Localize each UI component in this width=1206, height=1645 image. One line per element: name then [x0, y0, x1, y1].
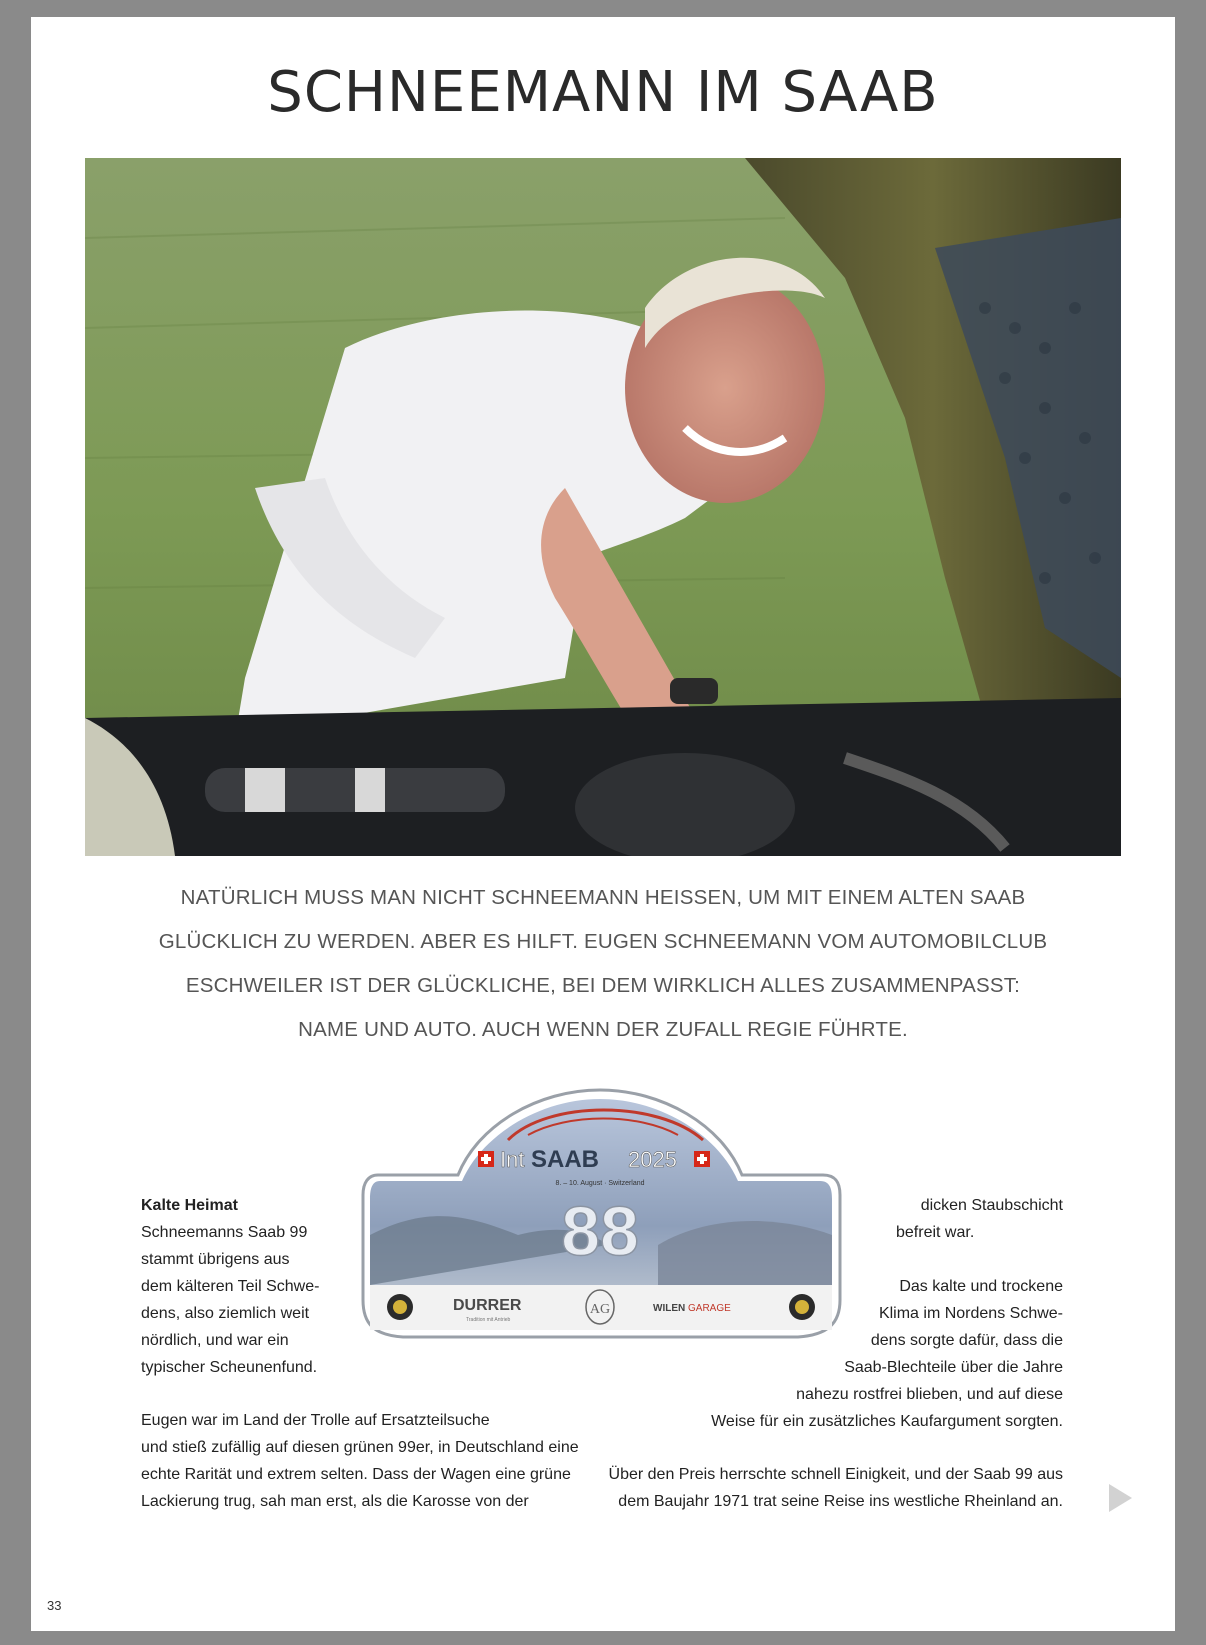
left-para2-line: Eugen war im Land der Trolle auf Ersatzteilsuche	[141, 1412, 490, 1429]
plate-brand-saab: SAAB	[531, 1146, 600, 1173]
plate-sponsor-durrer-sub: Tradition mit Antrieb	[466, 1317, 511, 1323]
left-para2-line: Lackierung trug, sah man erst, als die Karosse von der	[141, 1493, 529, 1510]
right-line: nahezu rostfrei blieben, und auf diese	[796, 1386, 1063, 1403]
right-line: Weise für ein zusätzliches Kaufargument sorgten.	[711, 1413, 1063, 1430]
left-line: dem kälteren Teil Schwe-	[141, 1278, 320, 1295]
left-line: dens, also ziemlich weit	[141, 1305, 310, 1322]
right-line: dicken Staubschicht	[920, 1197, 1063, 1214]
right-line: Das kalte und trockene	[899, 1278, 1063, 1295]
plate-sponsor-wilen: WILEN	[653, 1303, 686, 1314]
plate-brand-int: Int	[500, 1147, 525, 1172]
left-para2-line: echte Rarität und extrem selten. Dass der Wagen eine grüne	[141, 1466, 571, 1483]
rally-plate-graphic	[358, 1085, 843, 1350]
plate-sponsor-durrer: DURRER	[453, 1297, 522, 1314]
right-line: Saab-Blechteile über die Jahre	[844, 1359, 1063, 1376]
plate-dates: 8. – 10. August · Switzerland	[555, 1180, 645, 1187]
lead-line: NAME UND AUTO. AUCH WENN DER ZUFALL REGIE FÜHRTE.	[298, 1018, 908, 1041]
lead-line: ESCHWEILER IST DER GLÜCKLICHE, BEI DEM WIRKLICH ALLES ZUSAMMENPASST:	[185, 974, 1021, 997]
rally-plate-image	[358, 1085, 843, 1350]
left-para2-line: und stieß zufällig auf diesen grünen 99er, in Deutschland eine	[141, 1439, 579, 1456]
lead-line: GLÜCKLICH ZU WERDEN. ABER ES HILFT. EUGEN SCHNEEMANN VOM AUTOMOBILCLUB	[158, 930, 1048, 953]
right-line: dens sorgte dafür, dass die	[870, 1332, 1063, 1349]
plate-sponsor-garage: GARAGE	[688, 1303, 731, 1314]
page-number: 33	[47, 1598, 62, 1613]
photo-man-engine-bay	[85, 158, 1121, 856]
left-line: stammt übrigens aus	[141, 1251, 290, 1268]
plate-number: 88	[561, 1192, 639, 1270]
right-para2-line: dem Baujahr 1971 trat seine Reise ins westliche Rheinland an.	[618, 1493, 1063, 1510]
plate-year: 2025	[628, 1147, 677, 1172]
left-line: typischer Scheunenfund.	[141, 1359, 318, 1376]
section-heading: Kalte Heimat	[141, 1197, 238, 1214]
article-photo	[85, 158, 1121, 856]
right-line: befreit war.	[896, 1224, 975, 1241]
next-page-arrow-icon[interactable]	[1109, 1484, 1132, 1512]
right-para2-line: Über den Preis herrschte schnell Einigkeit, und der Saab 99 aus	[608, 1466, 1063, 1483]
lead-line: NATÜRLICH MUSS MAN NICHT SCHNEEMANN HEISSEN, UM MIT EINEM ALTEN SAAB	[180, 886, 1026, 909]
left-line: Schneemanns Saab 99	[141, 1224, 308, 1241]
left-line: nördlich, und war ein	[141, 1332, 289, 1349]
lead-paragraph	[150, 876, 1056, 1052]
plate-sponsor-ag: AG	[589, 1302, 611, 1317]
right-line: Klima im Nordens Schwe-	[878, 1305, 1063, 1322]
article-title: SCHNEEMANN IM SAAB	[267, 60, 939, 125]
